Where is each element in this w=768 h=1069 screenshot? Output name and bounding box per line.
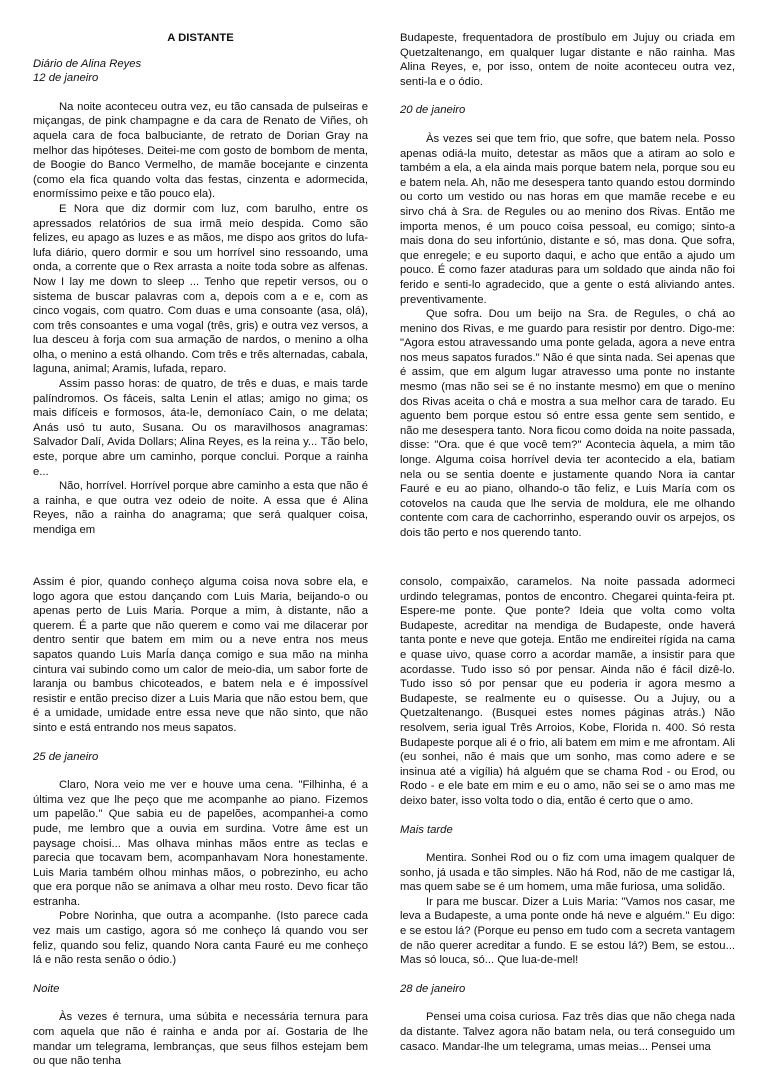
paragraph: Na noite aconteceu outra vez, eu tão cansada de pulseiras e miçangas, de pink champagne e da cara de Renato de Viñes, oh aquela cara de foca balbuciante, de retrato de Dorian Gray na melhor das hipóteses. Deitei-me com gosto de bombom de menta, de Boogie do Banco Vermelho, de mamãe bocejante e cinzenta (como ela fica quando volta das festas, cinzenta e adormecida, enormíssimo peixe e tão pouco ela).: [33, 100, 368, 201]
paragraph: Ir para me buscar. Dizer a Luis Maria: "Vamos nos casar, me leva a Budapeste, a uma ponte onde há neve e alguém." Eu digo: e se estou lá? (Porque eu penso em tudo com a secreta vantagem de não querer acreditar a fundo. E se estou lá?) Bem, se estou... Mas só louca, só... Que lua-de-mel!: [400, 895, 735, 967]
entry-date: 20 de janeiro: [400, 104, 466, 117]
paragraph: Claro, Nora veio me ver e houve uma cena. "Filhinha, é a última vez que lhe peço que me acompanhe ao piano. Fizemos um papelão." Que sabia eu de papelões, acompanhei-a como pude, me lembro que a ouvia em surdina. Votre âme est un paysage choisi... Mas olhava minhas mãos entre as teclas e parecia que tocavam bem, acompanhavam Nora honestamente. Luis Maria também olhou minhas mãos, o pobrezinho, eu acho que era porque não se animava a olhar meu rosto. Devo ficar tão estranha.: [33, 779, 368, 908]
column-bottom-right: [400, 575, 735, 1054]
entry-date: 28 de janeiro: [400, 982, 466, 995]
entry-heading: Mais tarde: [400, 823, 453, 836]
column-top-left: [33, 31, 368, 538]
paragraph: Assim é pior, quando conheço alguma coisa nova sobre ela, e logo agora que estou dançando com Luis Maria, beijando-o ou apenas perto de Luis Maria. Porque a mim, à distante, não a querem. É a parte que não querem e como vai me dilacerar por dentro sentir que batem em mim ou a neve entra nos meus sapatos quando Luis MarÍa dança comigo e sua mão na minha cintura vai subindo como um calor de meio-dia, um sabor forte de laranja ou bambus chicoteados, e batem nela e é impossível resistir e então preciso dizer a Luis Maria que não estou bem, que é a umidade, umidade entre essa neve que não sinto, que não sinto e está entrando nos meus sapatos.: [33, 576, 368, 734]
paragraph: Às vezes sei que tem frio, que sofre, que batem nela. Posso apenas odiá-la muito, detestar as mãos que a atiram ao solo e também a ela, a ela ainda mais porque batem nela, porque sou eu e batem nela. Ah, não me desespera tanto quando estou dormindo ou corto um vestido ou nas horas em que mamãe recebe e eu sirvo chá à Sra. de Regules ou ao menino dos Rivas. Então me importa menos, é um pouco coisa pessoal, eu comigo; sinto-a mais dona do seu infortúnio, distante e só, mas dona. Que sofra, que enregele; e eu suporto daqui, e acho que então a ajudo um pouco. É como fazer ataduras para um soldado que ainda não foi ferido e senti-lo agradecido, que a gente o está aliviando antes. preventivamente.: [400, 132, 735, 306]
paragraph: Assim passo horas: de quatro, de três e duas, e mais tarde palíndromos. Os fáceis, salta Lenin el atlas; amigo no gima; os mais difíceis e formosos, áta-le, demoníaco Cain, o me delata; Anás usó tu auto, Susana. Ou os maravilhosos anagramas: Salvador Dalí, Avida Dollars; Alina Reyes, es la reina y... Tão belo, este, porque abre um caminho, porque conclui. Porque a rainha e...: [33, 378, 368, 478]
paragraph: Mentira. Sonhei Rod ou o fiz com uma imagem qualquer de sonho, já usada e tão simples. Não há Rod, não de me castigar lá, mas quem sabe se é um homem, uma mãe furiosa, uma solidão.: [400, 852, 735, 894]
paragraph: consolo, compaixão, caramelos. Na noite passada adormeci urdindo telegramas, pontos de encontro. Chegarei quinta-feira pt. Espere-me ponte. Que ponte? Ideia que volta como volta Budapeste, acreditar na mendiga de Budapeste, onde haverá tanta ponte e neve que goteja. Então me endireitei rígida na cama e quase uivo, quase corro a acordar mamãe, a insistir para que acordasse. Tudo isso só por pensar. Ainda não é fácil dizê-lo. Tudo isso só por pensar que eu poderia ir agora mesmo a Budapeste, se realmente eu o quisesse. Ou a Jujuy, ou a Quetzaltenango. (Busquei estes nomes páginas atrás.) Não resolvem, seria igual Três Arroios, Kobe, Florida n. 400. Só resta Budapeste porque ali é o frio, ali batem em mim e me afrontam. Ali (eu sonhei, não é mais que um sonho, mas como adere e se insinua até a vigília) há alguém que se chama Rod - ou Erod, ou Rodo - e ele bate em mim e eu o amo, não sei se o amo mas me deixo bater, isso volta todo o dia, então é certo que o amo.: [400, 576, 735, 807]
entry-date: 25 de janeiro: [33, 750, 99, 763]
paragraph: Às vezes é ternura, uma súbita e necessária ternura para com aquela que não é rainha e anda por aí. Gostaria de lhe mandar um telegrama, lembranças, que seus filhos estejam bem ou que não tenha: [33, 1011, 368, 1068]
entry-date: 12 de janeiro: [33, 72, 99, 85]
paragraph: Que sofra. Dou um beijo na Sra. de Regules, o chá ao menino dos Rivas, e me guardo para resistir por dentro. Digo-me: "Agora estou atravessando uma ponte gelada, agora a neve entra nos meus sapatos furados." Não é que sinta nada. Sei apenas que é assim, que em algum lugar atravesso uma ponte no instante mesmo (mas não sei se é no instante mesmo) em que o menino dos Rivas aceita o chá e mostra a sua melhor cara de tarado. Eu aguento bem porque estou só entre essa gente sem sentido, e não me desespera tanto. Nora ficou como doida na noite passada, disse: "Ora. que é que você tem?" Acontecia àquela, a mim tão longe. Alguma coisa horrível devia ter acontecido a ela, batiam nela ou se sentia doente e justamente quando Nora ia cantar Fauré e eu ao piano, olhando-o tão feliz, e Luis María com os cotovelos na cauda que lhe servia de moldura, ele me olhando contente com cara de cachorrinho, esperando ouvir os arpejos, os dois tão perto e nos querendo tanto.: [400, 308, 735, 539]
paragraph: Não, horrível. Horrível porque abre caminho a esta que não é a rainha, e que outra vez odeio de noite. A essa que é Alina Reyes, não a rainha do anagrama; que será qualquer coisa, mendiga em: [33, 480, 368, 536]
column-top-right: [400, 31, 735, 541]
entry-heading: Noite: [33, 982, 60, 995]
paragraph: Pensei uma coisa curiosa. Faz três dias que não chega nada da distante. Talvez agora não batam nela, ou terá conseguido um casaco. Mandar-lhe um telegrama, umas meias... Pensei uma: [400, 1011, 735, 1053]
column-bottom-left: [33, 575, 368, 1069]
diary-label: Diário de Alina Reyes: [33, 57, 142, 70]
paragraph: E Nora que diz dormir com luz, com barulho, entre os apressados relatórios de sua irmã meio despida. Como são felizes, eu apago as luzes e as mãos, me dispo aos gritos do lufa-lufa diário, quero dormir e sou um horrível sino ressoando, uma onda, a corrente que o Rex arrasta a noite toda sobre as alfenas. Now I lay me down to sleep ... Tenho que repetir versos, ou o sistema de buscar palavras com a, depois com a e e, com as cinco vogais, com quatro. Com duas e uma consoante (asa, olá), com três consoantes e uma vogal (três, gris) e outra vez versos, a lua desceu à forja com sua armação de nardos, o menino a olha olha, o menino a está olhando. Com três e três alternadas, cabala, laguna, animal; Aramis, lufada, reparo.: [33, 202, 368, 376]
document-title: A DISTANTE: [167, 32, 234, 44]
paragraph: Pobre Norinha, que outra a acompanhe. (Isto parece cada vez mais um castigo, agora só me conheço lá quando vou ser feliz, quando sou feliz, quando Nora canta Fauré eu me conheço lá e não resta senão o ódio.): [33, 910, 368, 967]
paragraph: Budapeste, frequentadora de prostíbulo em Jujuy ou criada em Quetzaltenango, em qualquer lugar distante e não rainha. Mas Alina Reyes, e, por isso, ontem de noite aconteceu outra vez, senti-la e o ódio.: [400, 32, 735, 88]
